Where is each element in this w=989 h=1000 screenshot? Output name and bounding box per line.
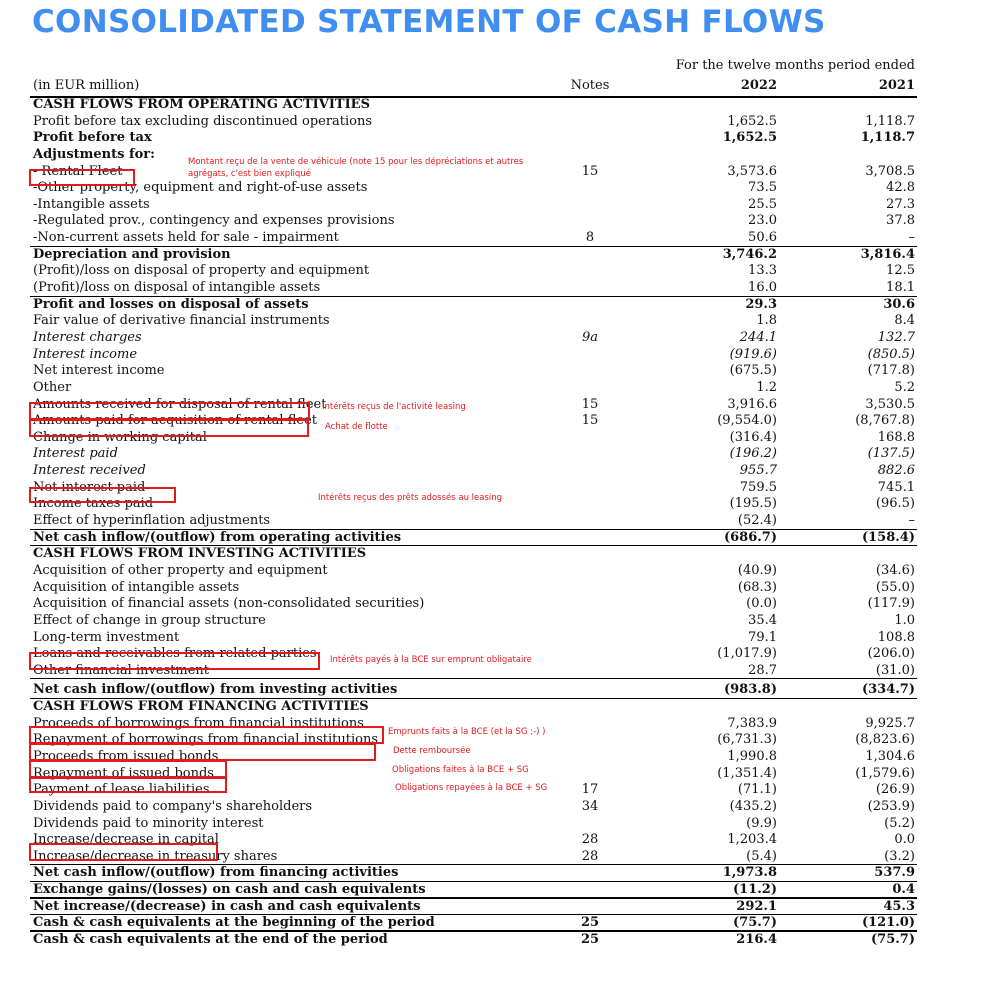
row-label: (Profit)/loss on disposal of property and equipment: [33, 263, 370, 279]
statement-row: [0, 563, 989, 580]
statement-row: [0, 580, 989, 597]
row-value-2021: (717.8): [867, 363, 915, 379]
row-value-2022: (6,731.3): [717, 732, 777, 748]
row-label: Amounts paid for acquisition of rental fleet: [33, 413, 318, 429]
row-value-2021: 5.2: [894, 379, 915, 395]
annotation-bonds-repaid: Obligations repayées à la BCE + SG: [395, 783, 548, 793]
row-value-2021: 1,118.7: [860, 130, 915, 146]
statement-row: [0, 97, 989, 114]
row-label: Fair value of derivative financial instruments: [33, 313, 330, 329]
row-value-2021: 1,118.7: [865, 113, 915, 129]
highlight-acquisition-rental-fleet: [29, 419, 309, 437]
statement-row: [0, 699, 989, 716]
statement-row: [0, 596, 989, 613]
row-value-2021: 37.8: [886, 213, 915, 229]
row-value-2022: (435.2): [729, 798, 777, 814]
row-label: Other: [33, 379, 72, 395]
row-value-2022: (68.3): [737, 579, 777, 595]
row-note: 34: [581, 798, 599, 814]
row-value-2021: (75.7): [871, 932, 915, 948]
period-header: For the twelve months period ended: [675, 58, 915, 73]
row-label: - Rental Fleet: [33, 163, 123, 179]
row-value-2021: (96.5): [875, 496, 915, 512]
row-value-2022: 1,652.5: [727, 113, 777, 129]
highlight-increase-capital: [29, 843, 218, 861]
row-label: -Regulated prov., contingency and expenses provisions: [33, 213, 395, 229]
statement-row: [0, 297, 989, 314]
row-label: -Other property, equipment and right-of-use assets: [33, 180, 368, 196]
row-value-2022: 759.5: [739, 479, 777, 495]
row-value-2022: 7,383.9: [727, 715, 777, 731]
row-note: 25: [580, 915, 600, 931]
row-value-2022: 955.7: [739, 463, 777, 479]
page-title: CONSOLIDATED STATEMENT OF CASH FLOWS: [32, 4, 826, 40]
statement-row: [0, 230, 989, 247]
notes-header: Notes: [570, 78, 610, 93]
row-value-2021: (117.9): [867, 596, 915, 612]
row-value-2022: 73.5: [748, 180, 777, 196]
row-value-2022: (11.2): [733, 882, 777, 898]
row-label: Interest paid: [33, 446, 118, 462]
row-value-2021: (334.7): [861, 682, 915, 698]
row-label: Profit before tax: [33, 130, 152, 146]
statement-row: [0, 247, 989, 264]
row-value-2022: 35.4: [748, 612, 777, 628]
row-label: Other financial investment: [33, 662, 210, 678]
row-value-2022: 79.1: [748, 629, 777, 645]
row-value-2022: (675.5): [729, 363, 777, 379]
row-value-2022: 23.0: [748, 213, 777, 229]
row-value-2021: 745.1: [877, 479, 915, 495]
row-value-2021: 0.4: [892, 882, 915, 898]
row-value-2022: (1,017.9): [717, 646, 777, 662]
row-value-2021: (31.0): [875, 662, 915, 678]
row-value-2021: (850.5): [867, 346, 915, 362]
row-value-2021: 882.6: [877, 463, 915, 479]
row-label: Exchange gains/(losses) on cash and cash equivalents: [33, 882, 426, 898]
row-label: Interest charges: [33, 329, 142, 345]
annotation-loans-bce: Intérêts payés à la BCE sur emprunt obligataire: [330, 655, 532, 665]
statement-row: [0, 816, 989, 833]
row-value-2021: (34.6): [875, 562, 915, 578]
highlight-rental-fleet: [29, 169, 135, 186]
annotation-rental-fleet-2: agrégats, c'est bien expliqué: [188, 169, 311, 179]
annotation-net-interest: Intérêts reçus des prêts adossés au leasing: [318, 493, 503, 503]
row-value-2021: (5.2): [884, 815, 915, 831]
row-value-2022: (75.7): [733, 915, 777, 931]
row-value-2021: 30.6: [883, 296, 915, 312]
row-value-2021: 3,816.4: [860, 246, 915, 262]
row-value-2021: (3.2): [884, 848, 915, 864]
row-value-2022: (195.5): [729, 496, 777, 512]
statement-row: [0, 682, 989, 699]
row-value-2021: 3,708.5: [865, 163, 915, 179]
row-label: Amounts received for disposal of rental fleet: [33, 396, 327, 412]
annotation-fleet-purchase: Achat de flotte: [325, 422, 388, 432]
row-value-2022: (983.8): [723, 682, 777, 698]
statement-row: [0, 330, 989, 347]
annotation-debt-repaid: Dette remboursée: [393, 746, 471, 756]
row-label: Net interest income: [33, 363, 165, 379]
highlight-proceeds-bonds: [29, 760, 227, 778]
row-value-2022: 1,973.8: [722, 865, 777, 881]
row-label: Dividends paid to company's shareholders: [33, 798, 313, 814]
row-value-2022: 3,573.6: [727, 163, 777, 179]
row-label: Effect of hyperinflation adjustments: [33, 513, 271, 529]
row-value-2022: 50.6: [748, 230, 777, 246]
row-label: Repayment of issued bonds: [33, 765, 214, 781]
row-value-2021: (8,767.8): [855, 413, 915, 429]
row-value-2022: 29.3: [745, 296, 777, 312]
row-value-2022: (71.1): [737, 782, 777, 798]
row-value-2022: (686.7): [723, 529, 777, 545]
statement-row: [0, 530, 989, 547]
row-note: 25: [580, 932, 600, 948]
row-label: Effect of change in group structure: [33, 612, 266, 628]
highlight-repayment-borrowings: [29, 743, 376, 761]
row-value-2022: 292.1: [736, 898, 777, 914]
row-label: Cash & cash equivalents at the beginning of the period: [33, 915, 435, 931]
statement-row: [0, 313, 989, 330]
row-value-2021: (121.0): [861, 915, 915, 931]
row-value-2021: (26.9): [875, 782, 915, 798]
row-value-2022: (1,351.4): [717, 765, 777, 781]
annotation-leasing-interest: Intérêts reçus de l'activité leasing: [322, 402, 466, 412]
row-value-2021: 1,304.6: [865, 748, 915, 764]
unit-header: (in EUR million): [33, 78, 140, 93]
row-label: Interest received: [33, 463, 146, 479]
row-label: Net cash inflow/(outflow) from financing activities: [33, 865, 399, 881]
row-label: Increase/decrease in capital: [33, 832, 219, 848]
row-label: Net cash inflow/(outflow) from investing activities: [33, 682, 398, 698]
row-label: Dividends paid to minority interest: [33, 815, 264, 831]
statement-row: [0, 799, 989, 816]
row-label: Increase/decrease in treasury shares: [33, 848, 278, 864]
row-label: Change in working capital: [33, 429, 207, 445]
statement-row: [0, 380, 989, 397]
statement-row: [0, 899, 989, 916]
row-label: Profit and losses on disposal of assets: [33, 296, 309, 312]
statement-row: [0, 347, 989, 364]
cash-flow-table: [0, 97, 989, 949]
statement-row: [0, 114, 989, 131]
row-value-2022: (196.2): [729, 446, 777, 462]
highlight-loans-receivables: [29, 652, 320, 670]
row-value-2021: 9,925.7: [865, 715, 915, 731]
row-value-2021: 168.8: [877, 429, 915, 445]
highlight-proceeds-borrowings: [29, 726, 384, 744]
statement-row: [0, 865, 989, 882]
annotation-bonds-issued: Obligations faites à la BCE + SG: [392, 765, 529, 775]
row-value-2022: 3,916.6: [727, 396, 777, 412]
row-value-2022: 28.7: [748, 662, 777, 678]
row-value-2021: 0.0: [894, 832, 915, 848]
row-value-2022: 1,203.4: [727, 832, 777, 848]
row-value-2021: 108.8: [877, 629, 915, 645]
row-value-2022: (0.0): [746, 596, 777, 612]
row-label: Proceeds from issued bonds: [33, 748, 219, 764]
row-value-2022: (5.4): [746, 848, 777, 864]
row-label: -Intangible assets: [33, 196, 150, 212]
row-note: 9a: [581, 329, 599, 345]
row-label: Loans and receivables from related parties: [33, 646, 317, 662]
row-note: 15: [581, 163, 599, 179]
row-value-2022: (9.9): [746, 815, 777, 831]
row-note: 8: [585, 230, 595, 246]
row-value-2021: 12.5: [886, 263, 915, 279]
row-label: Long-term investment: [33, 629, 180, 645]
row-value-2021: 27.3: [886, 196, 915, 212]
statement-row: [0, 546, 989, 563]
row-note: 15: [581, 413, 599, 429]
highlight-repayment-bonds: [29, 777, 227, 793]
statement-row: [0, 280, 989, 297]
row-value-2022: 1.2: [756, 379, 777, 395]
row-label: Proceeds of borrowings from financial institutions: [33, 715, 364, 731]
statement-row: [0, 363, 989, 380]
row-value-2022: 216.4: [736, 932, 777, 948]
statement-row: [0, 263, 989, 280]
row-value-2021: (1,579.6): [855, 765, 915, 781]
row-value-2021: 1.0: [894, 612, 915, 628]
row-value-2022: 1,652.5: [722, 130, 777, 146]
statement-row: [0, 882, 989, 899]
row-value-2021: 132.7: [877, 329, 915, 345]
row-label: CASH FLOWS FROM OPERATING ACTIVITIES: [33, 97, 370, 112]
statement-row: [0, 130, 989, 147]
row-value-2022: (40.9): [737, 562, 777, 578]
row-value-2021: –: [908, 230, 915, 246]
row-note: 28: [581, 832, 599, 848]
row-value-2022: 25.5: [748, 196, 777, 212]
statement-row: [0, 446, 989, 463]
row-label: -Non-current assets held for sale - impairment: [33, 230, 339, 246]
year-2021-header: 2021: [878, 78, 915, 93]
annotation-borrowings-bce: Emprunts faits à la BCE (et la SG ;-) ): [388, 727, 546, 737]
row-value-2022: 16.0: [748, 280, 777, 296]
row-value-2021: 3,530.5: [865, 396, 915, 412]
row-value-2022: (9,554.0): [717, 413, 777, 429]
row-label: Acquisition of intangible assets: [33, 579, 240, 595]
row-value-2021: (137.5): [867, 446, 915, 462]
row-label: Depreciation and provision: [33, 246, 231, 262]
row-label: (Profit)/loss on disposal of intangible assets: [33, 280, 321, 296]
statement-row: [0, 613, 989, 630]
row-label: Interest income: [33, 346, 138, 362]
row-value-2022: (316.4): [729, 429, 777, 445]
row-value-2021: 8.4: [894, 313, 915, 329]
row-label: Income taxes paid: [33, 496, 154, 512]
statement-row: [0, 197, 989, 214]
row-value-2021: 18.1: [886, 280, 915, 296]
row-value-2022: 244.1: [739, 329, 777, 345]
row-value-2021: (55.0): [875, 579, 915, 595]
statement-row: [0, 180, 989, 197]
row-value-2021: (253.9): [867, 798, 915, 814]
row-value-2022: 1.8: [756, 313, 777, 329]
row-label: Adjustments for:: [33, 146, 155, 162]
row-value-2021: (206.0): [867, 646, 915, 662]
statement-row: [0, 213, 989, 230]
row-label: CASH FLOWS FROM INVESTING ACTIVITIES: [33, 546, 367, 562]
row-value-2022: (52.4): [737, 513, 777, 529]
highlight-net-interest-paid: [29, 487, 176, 503]
row-label: Acquisition of financial assets (non-consolidated securities): [33, 596, 425, 612]
row-label: Payment of lease liabilities: [33, 782, 210, 798]
highlight-disposal-rental-fleet: [29, 402, 310, 420]
statement-row: [0, 513, 989, 530]
row-label: Net cash inflow/(outflow) from operating activities: [33, 529, 402, 545]
row-value-2021: –: [908, 513, 915, 529]
row-note: 17: [581, 782, 599, 798]
row-value-2022: 3,746.2: [722, 246, 777, 262]
total-double-rule: [30, 930, 917, 932]
row-label: Acquisition of other property and equipment: [33, 562, 328, 578]
statement-row: [0, 630, 989, 647]
row-value-2021: 537.9: [874, 865, 915, 881]
row-label: CASH FLOWS FROM FINANCING ACTIVITIES: [33, 699, 369, 715]
row-value-2021: (158.4): [861, 529, 915, 545]
row-value-2022: 13.3: [748, 263, 777, 279]
row-value-2021: (8,823.6): [855, 732, 915, 748]
row-label: Net interest paid: [33, 479, 146, 495]
row-value-2021: 45.3: [883, 898, 915, 914]
annotation-rental-fleet-1: Montant reçu de la vente de véhicule (note 15 pour les dépréciations et autres: [188, 157, 524, 167]
row-label: Cash & cash equivalents at the end of the period: [33, 932, 388, 948]
row-note: 28: [581, 848, 599, 864]
year-2022-header: 2022: [740, 78, 777, 93]
statement-row: [0, 463, 989, 480]
row-value-2022: (919.6): [729, 346, 777, 362]
row-label: Profit before tax excluding discontinued operations: [33, 113, 373, 129]
statement-row: [0, 932, 989, 949]
row-value-2021: 42.8: [886, 180, 915, 196]
row-note: 15: [581, 396, 599, 412]
row-label: Net increase/(decrease) in cash and cash equivalents: [33, 898, 421, 914]
row-label: Repayment of borrowings from financial institutions: [33, 732, 378, 748]
row-value-2022: 1,990.8: [727, 748, 777, 764]
